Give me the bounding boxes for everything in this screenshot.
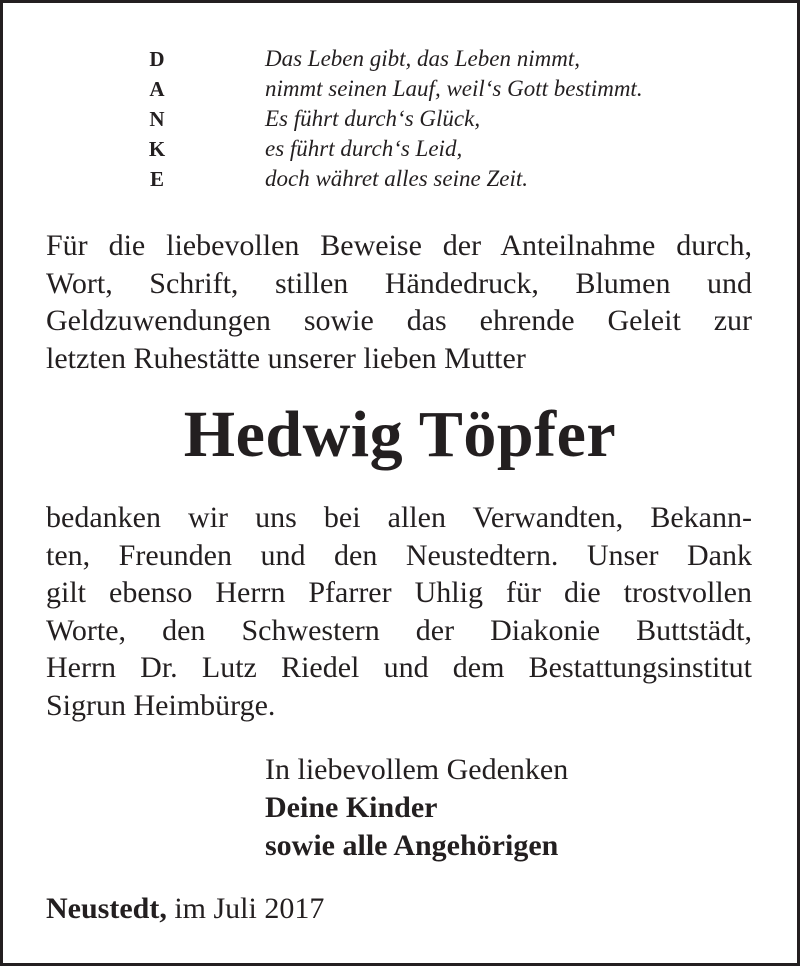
thanks-line: Sigrun Heimbürge. [46, 688, 276, 722]
place-date-line [46, 890, 324, 928]
deceased-name: Hedwig Töpfer [183, 398, 617, 471]
poem-line: doch währet alles seine Zeit. [265, 166, 528, 191]
thanks-paragraph [46, 499, 752, 724]
danke-letter: N [149, 107, 165, 131]
signatory-children: Deine Kinder [265, 791, 438, 824]
poem-line: Es führt durch‘s Glück, [265, 106, 481, 131]
danke-letter: E [149, 167, 164, 191]
poem-line: nimmt seinen Lauf, weil‘s Gott bestimmt. [265, 76, 643, 101]
intro-paragraph [46, 227, 752, 377]
intro-line: letzten Ruhestätte unserer lieben Mutter [46, 341, 526, 375]
danke-letter: K [148, 137, 166, 161]
thanks-line: Worte, den Schwestern der Diakonie Buttstädt, [46, 613, 752, 647]
thanks-line: gilt ebenso Herrn Pfarrer Uhlig für die trostvollen [46, 576, 752, 609]
place-name: Neustedt, [46, 892, 167, 925]
danke-letter: D [149, 47, 165, 71]
danke-letter: A [149, 77, 165, 101]
poem [265, 44, 643, 194]
closing-phrase: In liebevollem Gedenken [265, 753, 569, 786]
intro-line: Geldzuwendungen sowie das ehrende Geleit zur [46, 304, 752, 337]
danke-vertical-word [142, 44, 172, 194]
signatory-relatives: sowie alle Angehörigen [265, 829, 559, 862]
intro-line: Für die liebevollen Beweise der Anteilnahme durch, [46, 229, 752, 262]
signature-block [265, 751, 568, 865]
poem-line: Das Leben gibt, das Leben nimmt, [265, 46, 580, 71]
thanks-line: Herrn Dr. Lutz Riedel und dem Bestattungsinstitut [46, 651, 752, 684]
thanks-line: ten, Freunden und den Neustedtern. Unser Dank [46, 538, 752, 572]
poem-line: es führt durch‘s Leid, [265, 136, 463, 161]
thanks-line: bedanken wir uns bei allen Verwandten, Bekann- [46, 501, 752, 534]
intro-line: Wort, Schrift, stillen Händedruck, Blumen und [46, 266, 752, 300]
date-text: im Juli 2017 [166, 892, 325, 925]
